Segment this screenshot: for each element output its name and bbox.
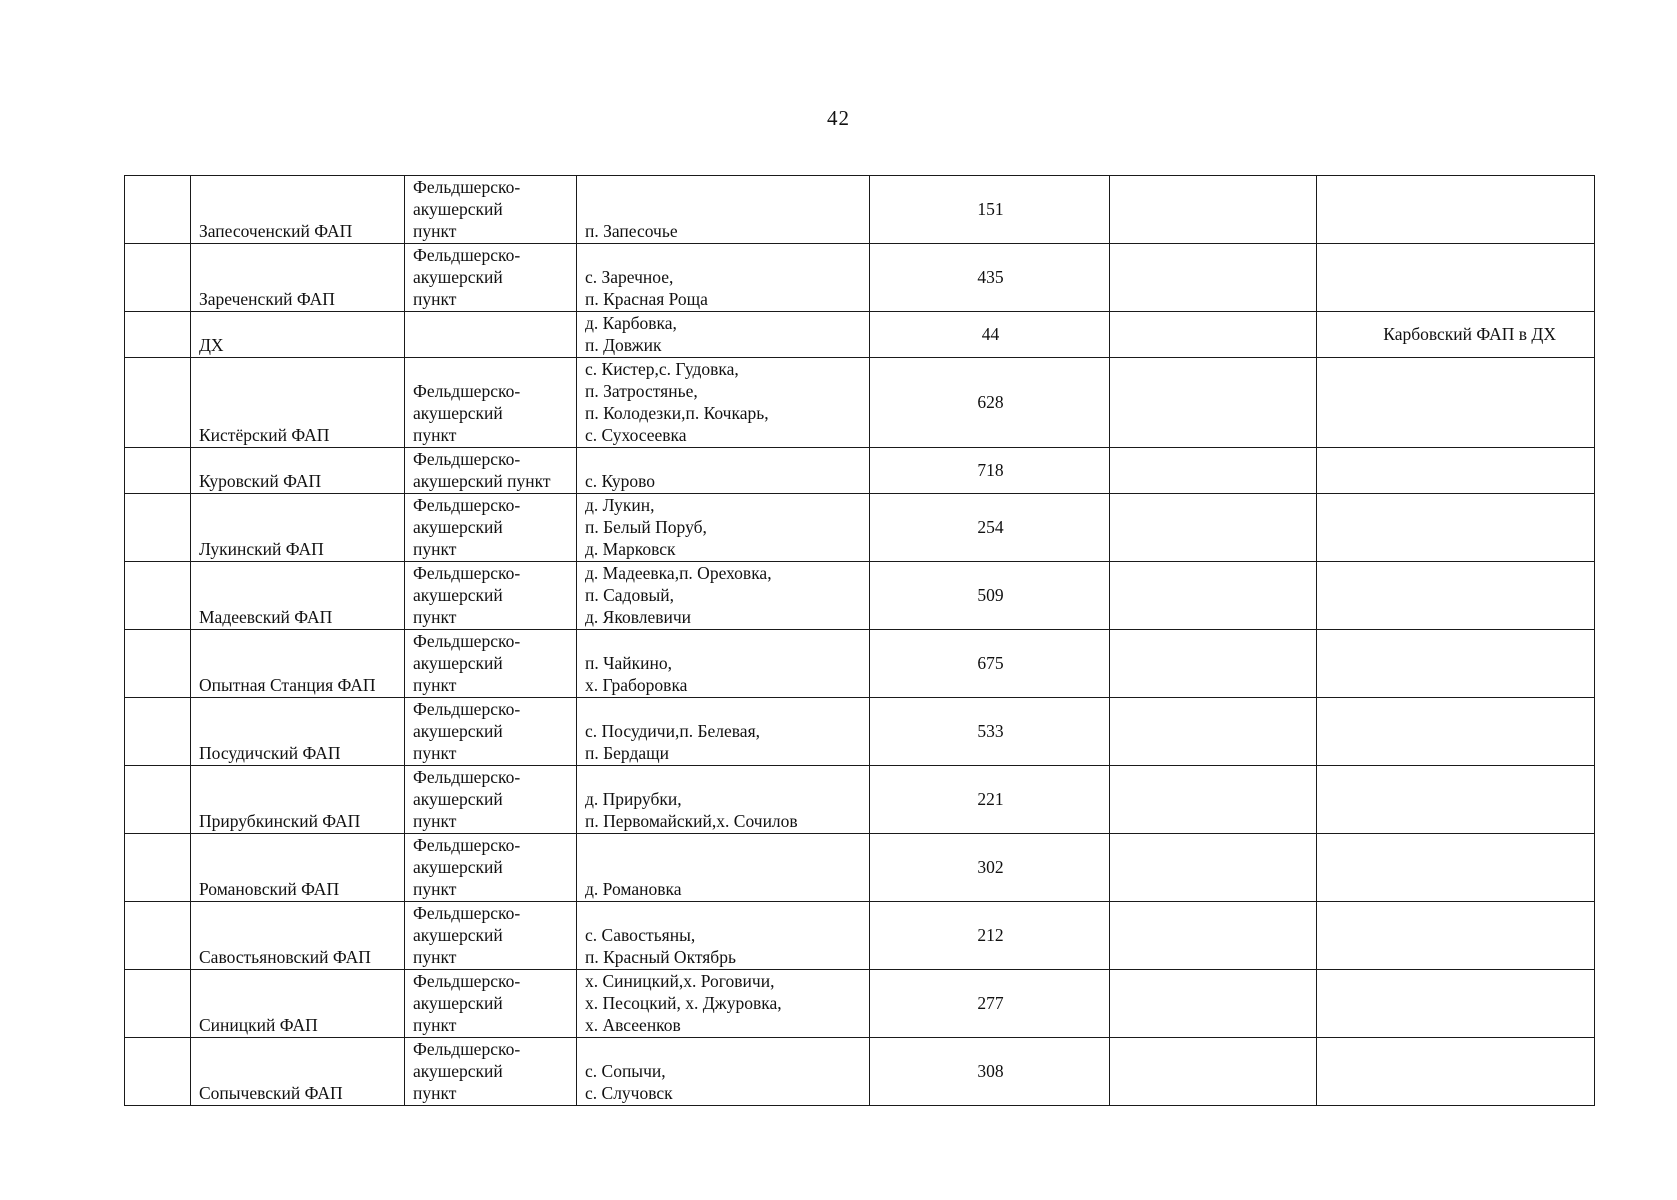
note-cell [1317,562,1595,630]
empty-cell [1110,766,1317,834]
population-cell: 151 [870,176,1110,244]
note-cell [1317,1038,1595,1106]
facility-type-cell: Фельдшерско- акушерский пункт [405,1038,577,1106]
table-row [125,766,1595,834]
facility-type-cell: Фельдшерско- акушерский пункт [405,698,577,766]
index-cell [125,766,191,834]
facility-name-cell: Прирубкинский ФАП [191,766,405,834]
index-cell [125,494,191,562]
population-cell: 509 [870,562,1110,630]
empty-cell [1110,630,1317,698]
table-row [125,834,1595,902]
settlements-cell: с. Посудичи,п. Белевая, п. Бердащи [577,698,870,766]
population-cell: 308 [870,1038,1110,1106]
settlements-cell: с. Курово [577,448,870,494]
population-cell: 212 [870,902,1110,970]
index-cell [125,698,191,766]
empty-cell [1110,834,1317,902]
settlements-cell: п. Чайкино, х. Граборовка [577,630,870,698]
note-cell [1317,698,1595,766]
table-row [125,970,1595,1038]
empty-cell [1110,562,1317,630]
facility-type-cell: Фельдшерско- акушерский пункт [405,176,577,244]
facility-name-cell: Посудичский ФАП [191,698,405,766]
table-row [125,562,1595,630]
settlements-cell: с. Сопычи, с. Случовск [577,1038,870,1106]
facility-type-cell: Фельдшерско- акушерский пункт [405,766,577,834]
note-cell [1317,902,1595,970]
facility-type-cell: Фельдшерско- акушерский пункт [405,834,577,902]
population-cell: 277 [870,970,1110,1038]
table-row [125,494,1595,562]
empty-cell [1110,312,1317,358]
note-cell [1317,630,1595,698]
table-row [125,698,1595,766]
settlements-cell: д. Карбовка, п. Довжик [577,312,870,358]
facility-type-cell: Фельдшерско- акушерский пункт [405,562,577,630]
settlements-cell: д. Лукин, п. Белый Поруб, д. Марковск [577,494,870,562]
population-cell: 254 [870,494,1110,562]
index-cell [125,834,191,902]
note-cell [1317,970,1595,1038]
facility-name-cell: Кистёрский ФАП [191,358,405,448]
note-cell: Карбовский ФАП в ДХ [1317,312,1595,358]
facility-type-cell: Фельдшерско- акушерский пункт [405,244,577,312]
settlements-cell: с. Савостьяны, п. Красный Октябрь [577,902,870,970]
facility-name-cell: Куровский ФАП [191,448,405,494]
facility-type-cell: Фельдшерско- акушерский пункт [405,630,577,698]
facility-name-cell: Савостьяновский ФАП [191,902,405,970]
facility-type-cell: Фельдшерско- акушерский пункт [405,494,577,562]
facility-name-cell: ДХ [191,312,405,358]
page-number: 42 [827,106,850,130]
index-cell [125,970,191,1038]
settlements-cell: х. Синицкий,х. Роговичи, х. Песоцкий, х. Джуровка, х. Авсеенков [577,970,870,1038]
note-cell [1317,494,1595,562]
index-cell [125,358,191,448]
table-row [125,176,1595,244]
empty-cell [1110,358,1317,448]
index-cell [125,312,191,358]
settlements-cell: п. Запесочье [577,176,870,244]
index-cell [125,176,191,244]
settlements-cell: д. Романовка [577,834,870,902]
facility-name-cell: Сопычевский ФАП [191,1038,405,1106]
population-cell: 533 [870,698,1110,766]
index-cell [125,562,191,630]
index-cell [125,1038,191,1106]
facility-name-cell: Мадеевский ФАП [191,562,405,630]
index-cell [125,902,191,970]
index-cell [125,630,191,698]
table-row [125,630,1595,698]
facility-type-cell [405,312,577,358]
note-cell [1317,358,1595,448]
table-row [125,358,1595,448]
facility-type-cell: Фельдшерско- акушерский пункт [405,448,577,494]
note-cell [1317,448,1595,494]
table-row [125,1038,1595,1106]
facility-type-cell: Фельдшерско- акушерский пункт [405,358,577,448]
note-cell [1317,834,1595,902]
table-row [125,448,1595,494]
population-cell: 435 [870,244,1110,312]
settlements-cell: с. Заречное, п. Красная Роща [577,244,870,312]
population-cell: 628 [870,358,1110,448]
empty-cell [1110,494,1317,562]
facility-type-cell: Фельдшерско- акушерский пункт [405,970,577,1038]
table-row [125,244,1595,312]
empty-cell [1110,1038,1317,1106]
facility-name-cell: Синицкий ФАП [191,970,405,1038]
facility-name-cell: Запесоченский ФАП [191,176,405,244]
empty-cell [1110,970,1317,1038]
population-cell: 675 [870,630,1110,698]
facility-name-cell: Лукинский ФАП [191,494,405,562]
facilities-table [124,175,1595,1106]
facility-name-cell: Опытная Станция ФАП [191,630,405,698]
settlements-cell: д. Прирубки, п. Первомайский,х. Сочилов [577,766,870,834]
facility-name-cell: Зареченский ФАП [191,244,405,312]
population-cell: 44 [870,312,1110,358]
facility-name-cell: Романовский ФАП [191,834,405,902]
population-cell: 302 [870,834,1110,902]
empty-cell [1110,698,1317,766]
settlements-cell: с. Кистер,с. Гудовка, п. Затростянье, п. Колодезки,п. Кочкарь, с. Сухосеевка [577,358,870,448]
note-cell [1317,176,1595,244]
empty-cell [1110,176,1317,244]
index-cell [125,244,191,312]
note-cell [1317,244,1595,312]
index-cell [125,448,191,494]
table-row [125,902,1595,970]
empty-cell [1110,902,1317,970]
table-row [125,312,1595,358]
facility-type-cell: Фельдшерско- акушерский пункт [405,902,577,970]
empty-cell [1110,448,1317,494]
settlements-cell: д. Мадеевка,п. Ореховка, п. Садовый, д. Яковлевичи [577,562,870,630]
population-cell: 718 [870,448,1110,494]
population-cell: 221 [870,766,1110,834]
note-cell [1317,766,1595,834]
empty-cell [1110,244,1317,312]
